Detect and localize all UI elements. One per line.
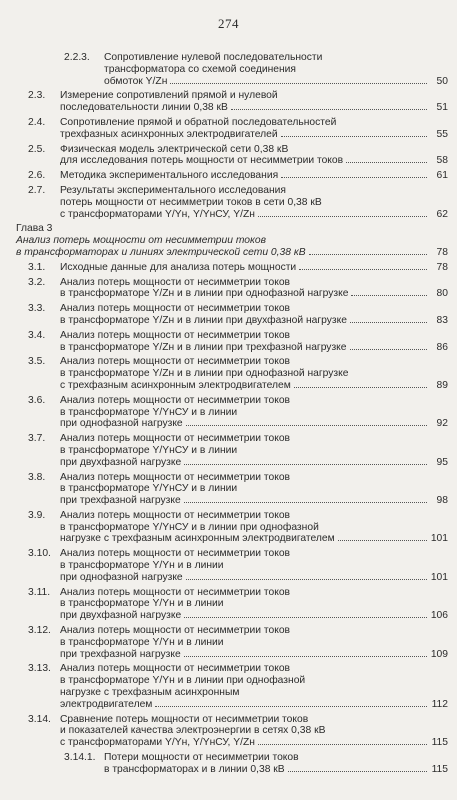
toc-entry-line-text: в трансформаторе Y/Yн и в линии при однофазной (60, 675, 306, 687)
toc-entry-line-text: Анализ потерь мощности от несимметрии токов (60, 548, 291, 560)
toc-entry-line-text: Физическая модель электрической сети 0,38 кВ (60, 143, 289, 155)
toc-entry-line (104, 52, 448, 64)
toc-entry (16, 185, 448, 220)
toc-entry-line-text: и показателей качества электроэнергии в сетях 0,38 кВ (60, 725, 326, 737)
toc-entry-text (60, 587, 448, 622)
toc-entry-line (60, 395, 448, 407)
toc-entry-line (60, 185, 448, 197)
toc-entry-line-text: последовательности линии 0,38 кВ (60, 102, 228, 114)
toc-entry-line (104, 64, 448, 76)
toc-entry-page: 115 (431, 763, 448, 775)
toc-entry-line (60, 522, 448, 534)
toc-entry-line (60, 649, 448, 661)
toc-entry-line-text: Потери мощности от несимметрии токов (104, 752, 299, 764)
toc-entry-line-text: Исходные данные для анализа потерь мощности (60, 261, 297, 273)
leader-dots (346, 162, 427, 163)
chapter-subtitle-2: в трансформаторах и линиях электрической сети 0,38 кВ (16, 246, 306, 258)
toc-entry (16, 170, 448, 182)
toc-entry-number: 3.5. (28, 356, 46, 368)
toc-entry-number: 2.2.3. (64, 52, 90, 63)
toc-entry-line-text: Анализ потерь мощности от несимметрии токов (60, 329, 291, 341)
toc-entry (16, 587, 448, 622)
toc-entry-line (60, 197, 448, 209)
toc-entry-number: 2.4. (28, 116, 46, 128)
leader-dots (184, 656, 427, 657)
toc-entry-line-text: в трансформаторе Y/Yн и в линии (60, 598, 224, 610)
chapter-subtitle-1: Анализ потерь мощности от несимметрии токов (16, 235, 266, 247)
toc-entry-number: 3.2. (28, 276, 46, 288)
toc-entry (16, 395, 448, 430)
leader-dots (184, 502, 427, 503)
toc-entry-line-text: в трансформаторе Y/YнСУ и в линии при однофазной (60, 521, 319, 533)
toc-entry-line (60, 90, 448, 102)
toc-entry-line-text: в трансформаторе Y/Zн и в линии при трехфазной нагрузке (60, 341, 347, 353)
toc-entry-page: 86 (436, 341, 448, 353)
toc-entry-line-text: при двухфазной нагрузке (60, 610, 182, 622)
toc-entry-text (60, 144, 448, 168)
toc-entry-line-text: электродвигателем (60, 698, 153, 710)
leader-dots (281, 136, 427, 137)
toc-entry-text (60, 262, 448, 274)
toc-entry (16, 472, 448, 507)
toc-entry-number: 3.10. (28, 548, 51, 560)
toc-entry-number: 2.3. (28, 90, 46, 102)
toc-entry-line-text: при трехфазной нагрузке (60, 495, 181, 507)
toc-entry-page: 51 (436, 102, 448, 114)
toc-entry-line (60, 687, 448, 699)
toc-entry-number: 3.14.1. (64, 752, 96, 764)
toc-entry-line-text: Анализ потерь мощности от несимметрии токов (60, 509, 291, 521)
toc-entry (16, 277, 448, 301)
toc-entry-line-text: при однофазной нагрузке (60, 418, 183, 430)
toc-entry-number: 2.6. (28, 170, 46, 182)
leader-dots (231, 109, 427, 110)
toc-entry-number: 3.8. (28, 471, 46, 483)
toc-entry (16, 144, 448, 168)
toc-entry-page: 109 (430, 648, 448, 660)
toc-entry-page: 95 (436, 456, 448, 468)
toc-entry-line-text: в трансформаторе Y/YнСУ и в линии (60, 444, 238, 456)
leader-dots (350, 349, 427, 350)
toc-entry-page: 78 (436, 261, 448, 273)
toc-entry-line-text: нагрузке с трехфазным асинхронным (60, 687, 240, 699)
toc-entry-page: 98 (436, 495, 448, 507)
toc-entry (16, 510, 448, 545)
toc-chapter3-entries (16, 262, 448, 776)
toc-entry-line-text: Анализ потерь мощности от несимметрии токов (60, 586, 291, 598)
toc-entry-line (104, 76, 448, 88)
toc-entry-line-text: трехфазных асинхронных электродвигателей (60, 128, 278, 140)
toc-entry-line-text: нагрузке с трехфазным асинхронным электродвигателем (60, 533, 335, 545)
toc-entry-line-text: Анализ потерь мощности от несимметрии токов (60, 663, 291, 675)
toc-entry-text (60, 356, 448, 391)
toc-entry-line (60, 380, 448, 392)
toc-entry-line (60, 598, 448, 610)
toc-entry-text (104, 752, 448, 776)
toc-entry-line (60, 548, 448, 560)
toc-entry-number: 3.12. (28, 625, 51, 637)
toc-entry-number: 3.14. (28, 713, 51, 725)
leader-dots (186, 425, 427, 426)
toc-entry-number: 3.11. (28, 586, 51, 598)
toc-entry-line (60, 170, 448, 182)
toc-entry (16, 117, 448, 141)
toc-entry-line (60, 330, 448, 342)
toc-chapter2-entries (16, 52, 448, 220)
toc-entry-line (60, 714, 448, 726)
toc-entry-page: 106 (430, 610, 448, 622)
toc-entry-line (60, 472, 448, 484)
leader-dots (170, 83, 427, 84)
leader-dots (184, 464, 427, 465)
toc-entry-line (60, 572, 448, 584)
toc-entry-line-text: в трансформаторе Y/Yн и в линии (60, 560, 224, 572)
toc-entry-line (60, 117, 448, 129)
toc-entry-line-text: при однофазной нагрузке (60, 571, 183, 583)
leader-dots (299, 269, 427, 270)
toc-entry (16, 433, 448, 468)
toc-entry-line-text: Анализ потерь мощности от несимметрии токов (60, 276, 291, 288)
toc-entry-text (60, 714, 448, 749)
toc-entry-line-text: в трансформаторе Y/YнСУ и в линии (60, 483, 238, 495)
toc-entry-text (60, 433, 448, 468)
toc-entry (16, 262, 448, 274)
toc-entry-line-text: в трансформаторе Y/Yн и в линии (60, 636, 224, 648)
toc-entry-line-text: Анализ потерь мощности от несимметрии токов (60, 471, 291, 483)
toc-entry (16, 625, 448, 660)
toc-entry-line (60, 533, 448, 545)
toc-entry-number: 3.4. (28, 329, 46, 341)
toc-entry-page: 112 (431, 698, 448, 710)
toc-entry-line (60, 433, 448, 445)
toc-entry (16, 52, 448, 87)
toc-entry-line (60, 445, 448, 457)
chapter-subtitle-line (16, 247, 448, 259)
toc-entry-line (60, 725, 448, 737)
toc-entry-line (60, 737, 448, 749)
toc-entry-line (60, 560, 448, 572)
toc-entry-page: 101 (430, 533, 448, 545)
toc-entry-line-text: при трехфазной нагрузке (60, 648, 181, 660)
toc-entry-line (60, 610, 448, 622)
toc-entry-line (60, 155, 448, 167)
page-number: 274 (218, 16, 239, 31)
toc-entry (16, 356, 448, 391)
toc-entry-line (60, 129, 448, 141)
toc-entry-line-text: Анализ потерь мощности от несимметрии токов (60, 394, 291, 406)
toc-entry-line-text: с трансформаторами Y/Yн, Y/YнСУ, Y/Zн (60, 737, 255, 749)
toc-entry-line-text: Анализ потерь мощности от несимметрии токов (60, 303, 291, 315)
leader-dots (351, 295, 427, 296)
toc-entry-line-text: в трансформаторе Y/YнСУ и в линии (60, 406, 238, 418)
toc-entry-line (60, 209, 448, 221)
toc-entry-line-text: Сопротивление прямой и обратной последовательностей (60, 116, 337, 128)
toc-entry-text (60, 663, 448, 710)
leader-dots (186, 579, 427, 580)
toc-entry-line (60, 675, 448, 687)
chapter-page: 78 (436, 246, 448, 258)
toc-entry-line-text: в трансформаторе Y/Zн и в линии при однофазной нагрузке (60, 368, 349, 380)
toc-entry-text (60, 117, 448, 141)
toc-entry-text (60, 303, 448, 327)
toc-entry-line (60, 587, 448, 599)
toc-entry-text (60, 510, 448, 545)
leader-dots (184, 617, 427, 618)
toc-entry-line-text: Сравнение потерь мощности от несимметрии токов (60, 713, 309, 725)
toc-entry-number: 2.5. (28, 143, 46, 155)
leader-dots (258, 744, 427, 745)
toc-entry-line (104, 764, 448, 776)
leader-dots (350, 322, 427, 323)
toc-entry-text (60, 277, 448, 301)
toc-entry-text (60, 90, 448, 114)
toc-entry-number: 2.7. (28, 184, 46, 196)
toc-entry-line (60, 303, 448, 315)
toc-entry-line-text: Методика экспериментального исследования (60, 170, 279, 182)
toc-entry-line-text: потерь мощности от несимметрии токов в сети 0,38 кВ (60, 196, 322, 208)
toc-entry-line (60, 510, 448, 522)
toc-entry-line (60, 342, 448, 354)
toc-entry-line-text: Анализ потерь мощности от несимметрии токов (60, 433, 291, 445)
toc-entry-line-text: Анализ потерь мощности от несимметрии токов (60, 625, 291, 637)
toc-entry-line (60, 315, 448, 327)
toc-entry-text (60, 185, 448, 220)
toc-entry (16, 303, 448, 327)
toc-entry-line (60, 288, 448, 300)
toc-entry-line-text: с трансформаторами Y/Yн, Y/YнСУ, Y/Zн (60, 208, 255, 220)
chapter-heading (16, 223, 448, 258)
toc-entry-number: 3.1. (28, 261, 46, 273)
toc-entry-text (60, 330, 448, 354)
toc-entry-page: 62 (436, 208, 448, 220)
toc-entry-number: 3.6. (28, 394, 46, 406)
toc-entry-line-text: Результаты экспериментального исследования (60, 184, 287, 196)
toc-entry-page: 92 (436, 418, 448, 430)
toc-entry-text (104, 52, 448, 87)
toc-entry-page: 50 (436, 75, 448, 87)
toc-entry (16, 548, 448, 583)
toc-entry-line-text: в трансформаторе Y/Zн и в линии при однофазной нагрузке (60, 288, 349, 300)
toc-entry-page: 83 (436, 314, 448, 326)
table-of-contents (16, 52, 448, 779)
toc-entry-line-text: Сопротивление нулевой последовательности (104, 52, 323, 63)
toc-entry-line-text: Анализ потерь мощности от несимметрии токов (60, 356, 291, 368)
toc-entry-text (60, 472, 448, 507)
toc-entry-line (60, 277, 448, 289)
toc-entry-line (60, 356, 448, 368)
toc-entry (16, 330, 448, 354)
toc-entry-line-text: с трехфазным асинхронным электродвигателем (60, 379, 291, 391)
toc-entry-page: 89 (436, 379, 448, 391)
toc-entry-line (104, 752, 448, 764)
leader-dots (281, 177, 427, 178)
toc-entry (16, 752, 448, 776)
toc-entry-page: 55 (436, 128, 448, 140)
toc-entry-line-text: в трансформаторах и в линии 0,38 кВ (104, 763, 285, 775)
chapter-subtitle-line (16, 235, 448, 247)
toc-entry-line (60, 699, 448, 711)
toc-entry-line (60, 407, 448, 419)
toc-entry-page: 115 (431, 737, 448, 749)
toc-entry-line-text: при двухфазной нагрузке (60, 456, 182, 468)
leader-dots (294, 387, 427, 388)
toc-entry-line (60, 418, 448, 430)
toc-entry-page: 58 (436, 155, 448, 167)
toc-entry-line (60, 637, 448, 649)
toc-entry-line (60, 262, 448, 274)
leader-dots (309, 254, 427, 255)
toc-entry-number: 3.3. (28, 303, 46, 315)
toc-entry-number: 3.13. (28, 663, 51, 675)
leader-dots (338, 540, 427, 541)
toc-entry-line-text: обмоток Y/Zн (104, 75, 168, 87)
toc-entry-line-text: трансформатора со схемой соединения (104, 63, 297, 75)
toc-entry-page: 61 (436, 170, 448, 182)
toc-entry-line (60, 368, 448, 380)
toc-entry-line (60, 483, 448, 495)
toc-entry-page: 101 (430, 571, 448, 583)
toc-entry (16, 714, 448, 749)
toc-entry-line (60, 457, 448, 469)
toc-entry-page: 80 (436, 288, 448, 300)
toc-entry-text (60, 625, 448, 660)
toc-entry-line-text: Измерение сопротивлений прямой и нулевой (60, 90, 278, 102)
toc-entry-line-text: в трансформаторе Y/Zн и в линии при двухфазной нагрузке (60, 314, 347, 326)
toc-entry-line-text: для исследования потерь мощности от несимметрии токов (60, 155, 344, 167)
toc-entry-line (60, 144, 448, 156)
chapter-title: Глава 3 (16, 223, 53, 235)
toc-entry (16, 663, 448, 710)
toc-entry-line (60, 625, 448, 637)
toc-entry-number: 3.9. (28, 509, 46, 521)
toc-entry-text (60, 548, 448, 583)
toc-entry-line (60, 102, 448, 114)
toc-entry-line (60, 495, 448, 507)
toc-entry-line (60, 663, 448, 675)
toc-entry-text (60, 170, 448, 182)
toc-entry (16, 90, 448, 114)
leader-dots (258, 216, 427, 217)
leader-dots (288, 771, 427, 772)
toc-entry-text (60, 395, 448, 430)
toc-entry-number: 3.7. (28, 433, 46, 445)
leader-dots (155, 706, 427, 707)
